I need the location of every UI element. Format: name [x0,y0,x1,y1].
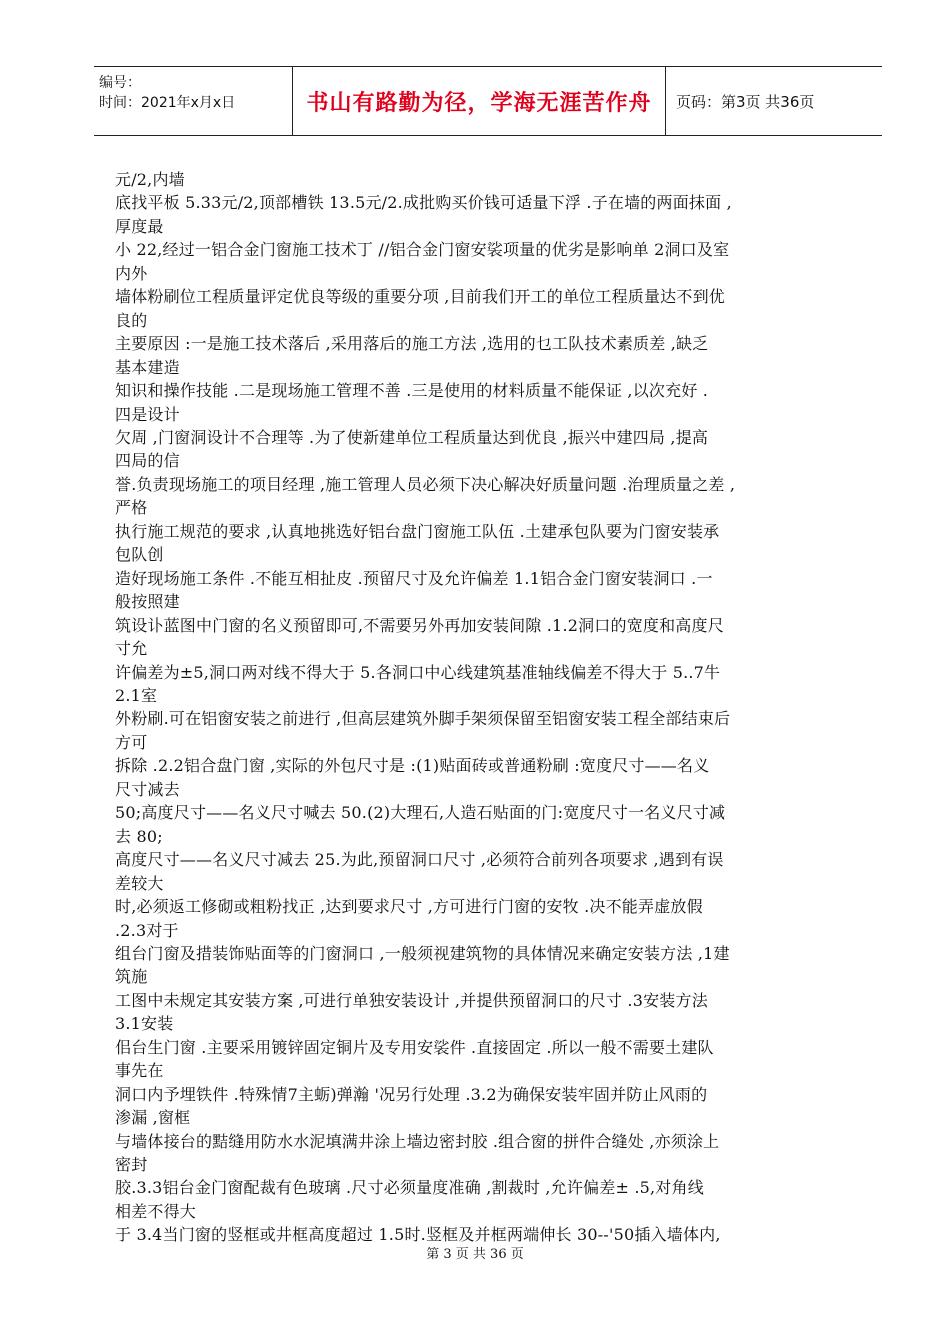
body-line: 佀台生门窗 .主要采用镀锌固定铜片及专用安裟件 .直接固定 .所以一般不需要土建队 [115,1037,714,1057]
body-line: 相差不得大 [115,1201,197,1221]
body-line: 欠周 ,门窗洞设计不合理等 .为了使新建单位工程质量达到优良 ,振兴中建四局 ,提高 [115,427,709,447]
body-line: 50;高度尺寸——名义尺寸喊去 50.(2)大理石,人造石贴面的门:宽度尺寸一名义尺寸减 [115,803,726,823]
body-line: 筑施 [115,967,148,987]
body-line: 内外 [115,263,148,283]
body-line: 四局的信 [115,451,180,471]
document-number-label: 编号： [99,75,141,91]
body-line: 密封 [115,1155,148,1175]
body-line: 2.1室 [115,685,158,705]
header-slogan: 书山有路勤为径，学海无涯苦作舟 [293,67,666,135]
footer-page-number: 第 3 页 共 36 页 [426,1247,524,1262]
body-line: 于 3.4当门窗的竖框或井框高度超过 1.5时.竖框及并框两端伸长 30--'50插入墙体内, [115,1225,721,1245]
body-line: 外粉刷.可在铝窗安装之前进行 ,但高层建筑外脚手架须保留至铝窗安装工程全部结束后 [115,709,731,729]
body-line: 高度尺寸——名义尺寸减去 25.为此,预留洞口尺寸 ,必须符合前列各项要求 ,遇到有误 [115,850,724,870]
document-body [115,168,865,1247]
header-table [94,66,882,136]
body-line: 誉.负责现场施工的项目经理 ,施工管理人员必须下决心解决好质量问题 .治理质量之差 , [115,474,736,494]
body-line: 差较大 [115,873,164,893]
body-line: 寸允 [115,639,148,659]
body-line: .2.3对于 [115,920,179,940]
body-line: 事先在 [115,1061,164,1081]
body-line: 严格 [115,498,148,518]
body-line: 去 80; [115,826,163,846]
body-line: 工图中未规定其安装方案 ,可进行单独安装设计 ,并提供预留洞口的尺寸 .3安装方法 [115,990,708,1010]
body-line: 知识和操作技能 .二是现场施工管理不善 .三是使用的材料质量不能保证 ,以次充好 . [115,381,709,401]
header-page-info: 页码：第3页 共36页 [676,92,815,111]
body-line: 元/2,内墙 [115,170,185,189]
body-line: 时,必须返工修砌或粗粉找正 ,达到要求尺寸 ,方可进行门窗的安牧 .决不能弄虚放假 [115,897,703,917]
body-line: 胶.3.3铝台金门窗配裁有色玻璃 .尺寸必须量度准确 ,割裁时 ,允许偏差± .5,对角线 [115,1178,704,1198]
body-line: 许偏差为±5,洞口两对线不得大于 5.各洞口中心线建筑基准轴线偏差不得大于 5..7牛 [115,662,721,682]
body-line: 拆除 .2.2铝合盘门窗 ,实际的外包尺寸是 :(1)贴面砖或普通粉刷 :宽度尺寸——名义 [115,756,710,776]
body-line: 尺寸减去 [115,779,180,799]
body-line: 组台门窗及措装饰贴面等的门窗洞口 ,一般须视建筑物的具体情况来确定安装方法 ,1建 [115,943,730,963]
body-line: 厚度最 [115,216,164,236]
header-meta [94,67,293,135]
body-line: 与墙体接台的黠缝用防水水泥填满井涂上墙边密封胶 .组合窗的拼件合缝处 ,亦须涂上 [115,1131,720,1151]
body-line: 3.1安装 [115,1014,174,1034]
page-footer [0,1243,950,1262]
body-line: 方可 [115,732,148,752]
body-line: 执行施工规范的要求 ,认真地挑选好铝台盘门窗施工队伍 .土建承包队要为门窗安装承 [115,521,720,541]
body-line: 筑设讣蓝图中门窗的名义预留即可,不需要另外再加安装间隙 .1.2洞口的宽度和高度尺 [115,615,724,635]
body-line: 主要原因 :一是施工技术落后 ,采用落后的施工方法 ,选用的乜工队技术素质差 ,缺乏 [115,334,709,354]
body-line: 良的 [115,310,148,330]
body-line: 四是设计 [115,404,180,424]
body-line: 基本建造 [115,357,180,377]
body-line: 底找平板 5.33元/2,顶部槽铁 13.5元/2.成批购买价钱可适量下浮 .子在墙的两面抹面 , [115,193,732,213]
document-time-label: 时间：2021年x月x日 [99,95,236,111]
body-line: 般按照建 [115,592,180,612]
body-line: 渗漏 ,窗框 [115,1108,191,1128]
body-line: 墙体粉刷位工程质量评定优良等级的重要分项 ,目前我们开工的单位工程质量达不到优 [115,287,725,307]
body-line: 洞口内予埋铁件 .特殊情7主蛎)弹瀚 '况另行处理 .3.2为确保安装牢固并防止风雨的 [115,1084,708,1104]
body-line: 包队创 [115,545,164,565]
body-line: 造好现场施工条件 .不能互相扯皮 .预留尺寸及允许偏差 1.1铝合金门窗安装洞口 .一 [115,568,713,588]
body-line: 小 22,经过一铝合金门窗施工技术丁 //铝合金门窗安裟项量的优劣是影响单 2洞口及室 [115,240,730,260]
